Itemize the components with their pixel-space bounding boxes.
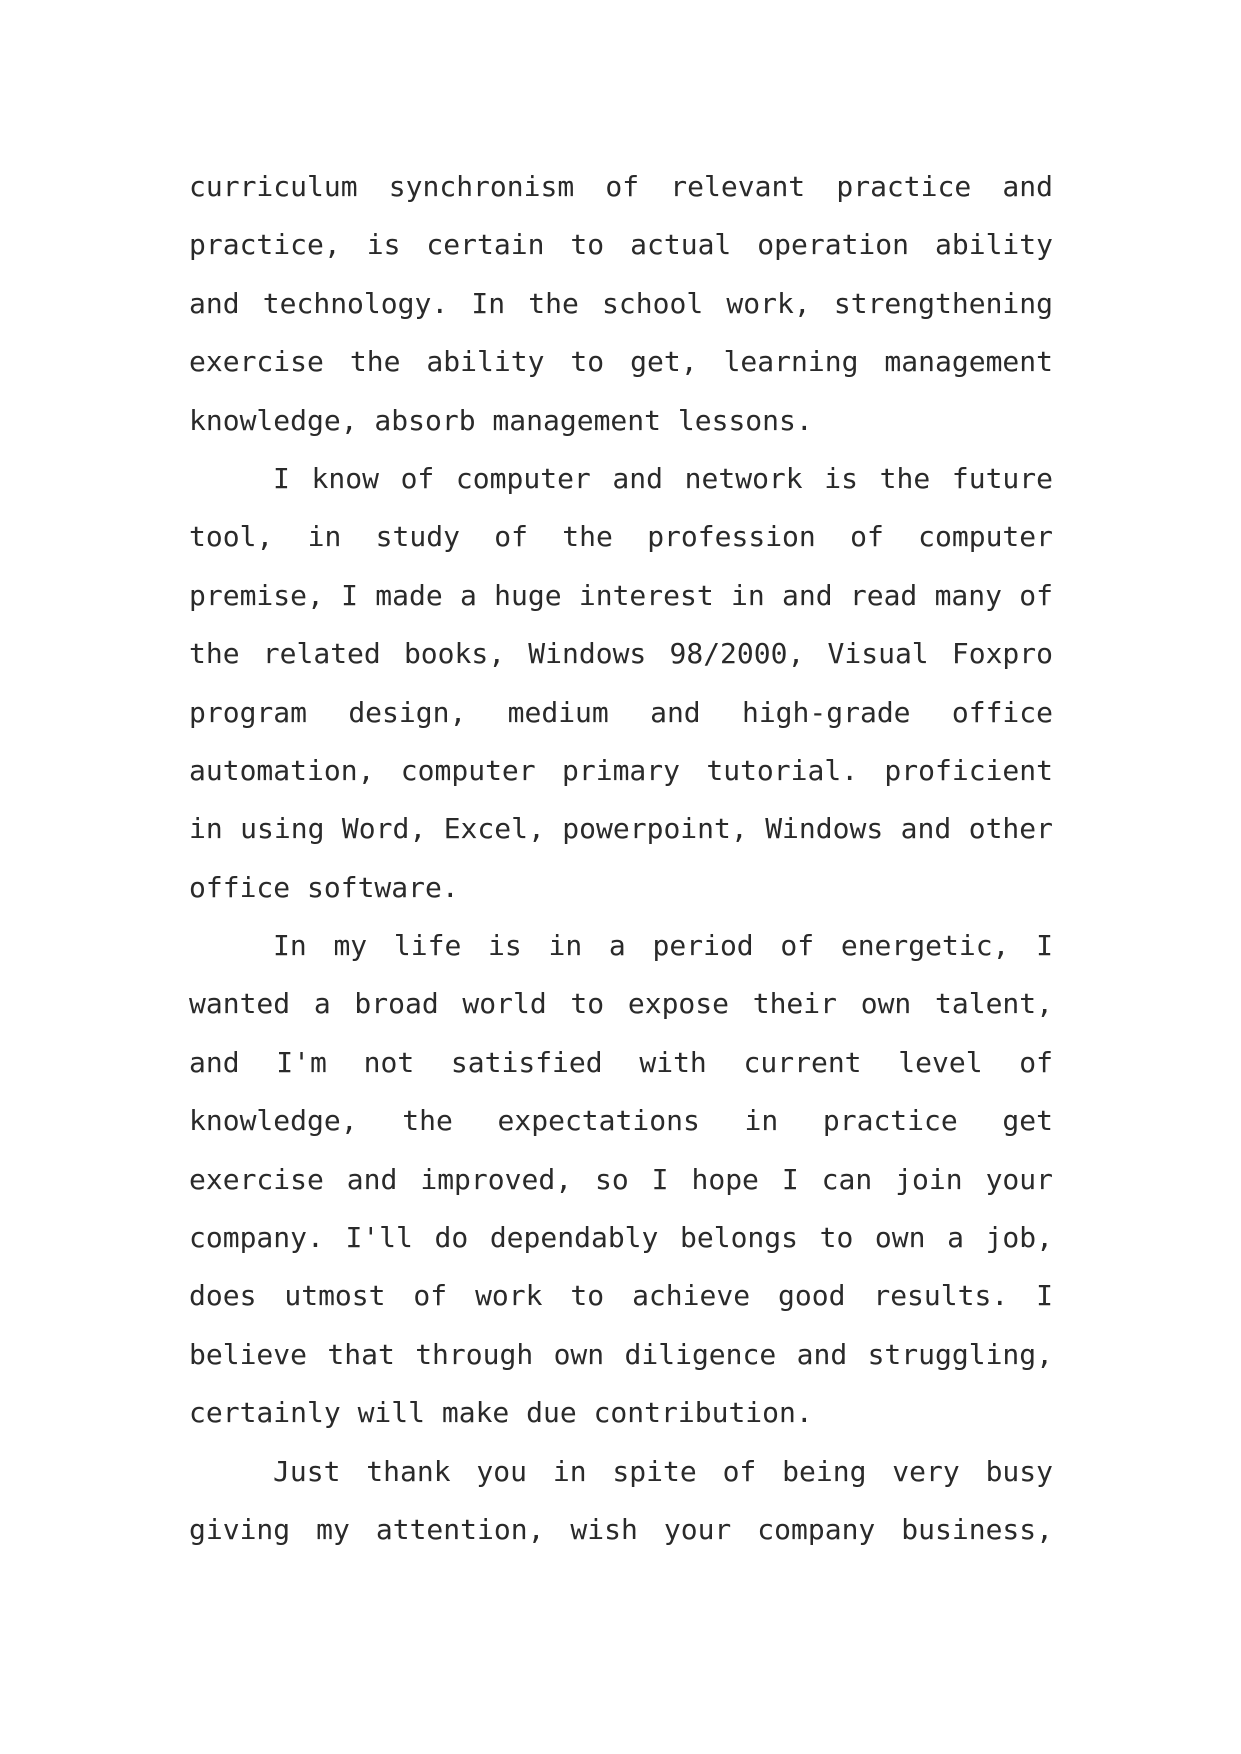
text-line: in using Word, Excel, powerpoint, Windows and other <box>189 812 1053 846</box>
text-line: company. I'll do dependably belongs to own a job, <box>189 1221 1053 1255</box>
text-line: exercise the ability to get, learning management <box>189 345 1053 379</box>
text-line: the related books, Windows 98/2000, Visual Foxpro <box>189 637 1053 671</box>
text-line: giving my attention, wish your company business, <box>189 1512 1053 1546</box>
text-line: program design, medium and high-grade office <box>189 695 1053 729</box>
text-line: tool, in study of the profession of computer <box>189 520 1053 554</box>
text-line: practice, is certain to actual operation ability <box>189 228 1053 262</box>
text-line: and I'm not satisfied with current level of <box>189 1045 1053 1079</box>
text-line: exercise and improved, so I hope I can join your <box>189 1162 1053 1196</box>
text-line: premise, I made a huge interest in and read many of <box>189 578 1053 612</box>
text-line: knowledge, absorb management lessons. <box>189 403 813 437</box>
text-line: Just thank you in spite of being very busy <box>273 1454 1053 1488</box>
text-line: and technology. In the school work, strengthening <box>189 286 1053 320</box>
body-text <box>189 158 1053 1559</box>
text-line: In my life is in a period of energetic, I <box>273 929 1053 963</box>
text-line: automation, computer primary tutorial. proficient <box>189 753 1053 787</box>
text-line: office software. <box>189 870 459 904</box>
text-line: believe that through own diligence and struggling, <box>189 1337 1053 1371</box>
text-line: knowledge, the expectations in practice get <box>189 1104 1053 1138</box>
text-line: I know of computer and network is the future <box>273 461 1053 495</box>
text-line: curriculum synchronism of relevant practice and <box>189 170 1053 203</box>
text-line: does utmost of work to achieve good results. I <box>189 1279 1053 1313</box>
text-line: wanted a broad world to expose their own talent, <box>189 987 1053 1021</box>
text-line: certainly will make due contribution. <box>189 1396 813 1430</box>
